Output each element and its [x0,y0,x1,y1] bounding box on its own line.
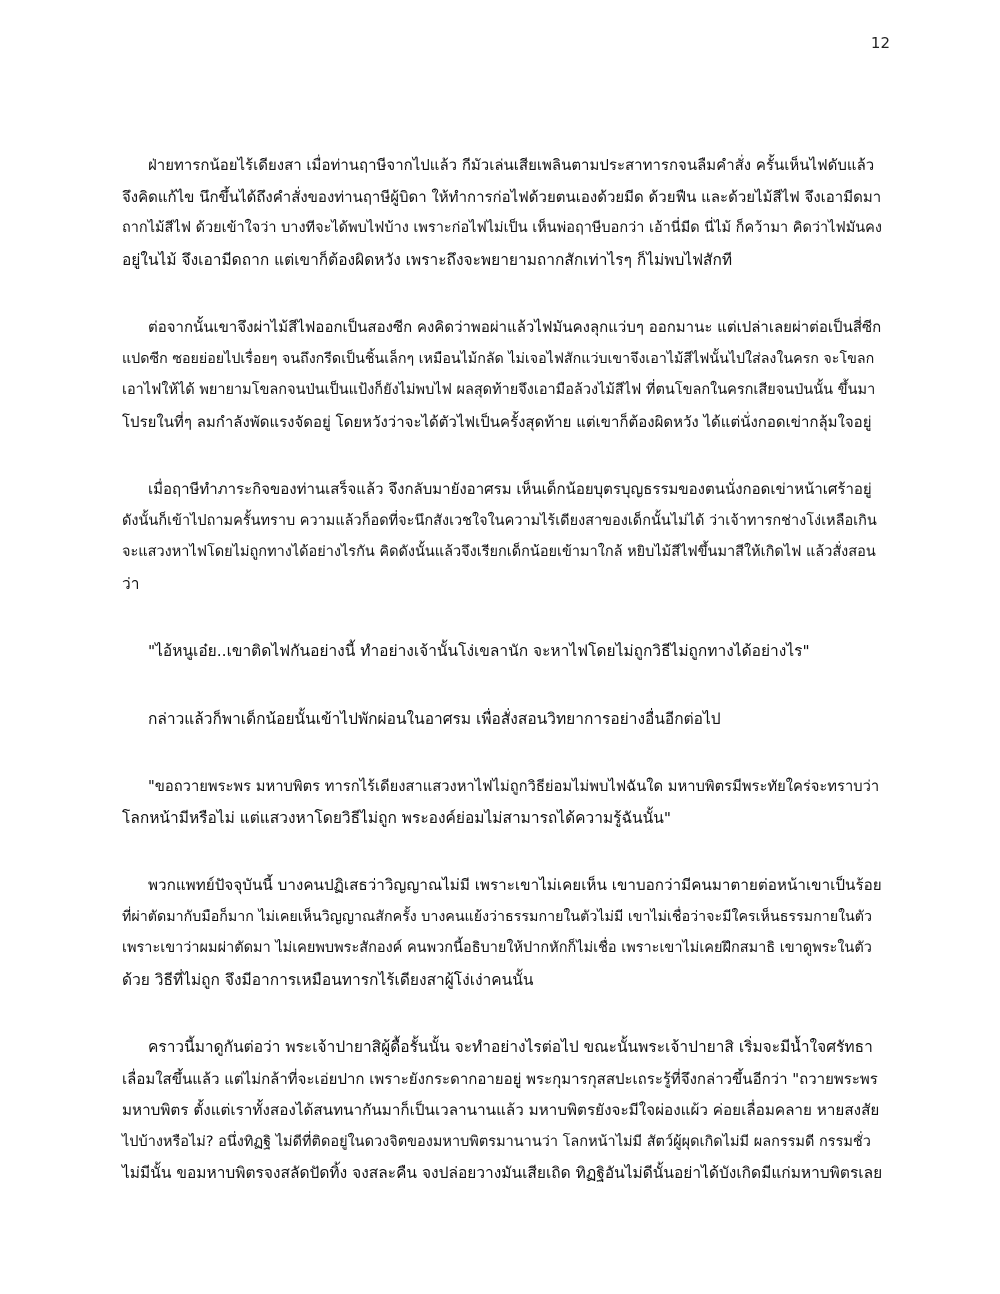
document-body [122,150,882,1226]
text-line: เมื่อฤาษีทำภาระกิจของท่านเสร็จแล้ว จึงกลับมายังอาศรม เห็นเด็กน้อยบุตรบุญธรรมของตนนั่งกอดเข่าหน้าเศร้าอยู่ [148,480,872,498]
text-line: พวกแพทย์ปัจจุบันนี้ บางคนปฏิเสธว่าวิญญาณไม่มี เพราะเขาไม่เคยเห็น เขาบอกว่ามีคนมาตายต่อหน้าเขาเป็นร้อย [148,876,882,894]
paragraph-2 [122,312,882,438]
text-line: เพราะเขาว่าผมผ่าตัดมา ไม่เคยพบพระสักองค์ คนพวกนี้อธิบายให้ปากหักก็ไม่เชื่อ เพราะเขาไม่เคยฝึกสมาธิ เขาดูพระในตัว [122,940,872,956]
paragraph-1 [122,150,882,276]
text-line: เลื่อมใสขึ้นแล้ว แต่ไม่กล้าที่จะเอ่ยปาก เพราะยังกระดากอายอยู่ พระกุมารกุสสปะเถระรู้ที่จึงกล่าวขึ้นอีกว่า "ถวายพระพร [122,1069,878,1088]
text-line: กล่าวแล้วก็พาเด็กน้อยนั้นเข้าไปพักผ่อนในอาศรม เพื่อสั่งสอนวิทยาการอย่างอื่นอีกต่อไป [148,709,721,728]
text-line: ฝ่ายทารกน้อยไร้เดียงสา เมื่อท่านฤาษีจากไปแล้ว กีมัวเล่นเสียเพลินตามประสาทารกจนลืมคำสั่ง ครั้นเห็นไฟดับแล้ว [148,156,875,174]
text-line: แปดซีก ซอยย่อยไปเรื่อยๆ จนถึงกรีดเป็นชิ้นเล็กๆ เหมือนไม้กลัด ไม่เจอไฟสักแว่บเขาจึงเอาไม้สีไฟนั้นไปใส่ลงในครก จะโขลก [122,350,875,367]
paragraph-7 [122,870,882,996]
text-line: โลกหน้ามีหรือไม่ แต่แสวงหาโดยวิธีไม่ถูก พระองค์ย่อมไม่สามารถได้ความรู้ฉันนั้น" [122,808,671,827]
paragraph-5 [122,704,882,736]
text-line: มหาบพิตร ตั้งแต่เราทั้งสองได้สนทนากันมาก็เป็นเวลานานแล้ว มหาบพิตรยังจะมีใจผ่องแผ้ว ค่อยเลื่อมคลาย หายสงสัย [122,1101,880,1119]
paragraph-6-quote [122,771,882,834]
text-line: ต่อจากนั้นเขาจึงผ่าไม้สีไฟออกเป็นสองซีก คงคิดว่าพอผ่าแล้วไฟมันคงลุกแว่บๆ ออกมานะ แต่เปล่าเลยผ่าต่อเป็นสี่ซีก [148,318,882,336]
paragraph-3 [122,474,882,600]
paragraph-4-quote [122,636,882,668]
text-line: ไม่มีนั้น ขอมหาบพิตรจงสลัดปัดทิ้ง จงสละคืน จงปล่อยวางมันเสียเถิด ทิฏฐิอันไม่ดีนั้นอย่าได้บังเกิดมีแก่มหาบพิตรเลย [122,1164,883,1182]
text-line: เอาไฟให้ได้ พยายามโขลกจนป่นเป็นแป้งก็ยังไม่พบไฟ ผลสุดท้ายจึงเอามือล้วงไม้สีไฟ ที่ตนโขลกในครกเสียจนป่นนั้น ขึ้นมา [122,382,876,398]
text-line: ดังนั้นก็เข้าไปถามครั้นทราบ ความแล้วก็อดที่จะนึกสังเวชใจในความไร้เดียงสาของเด็กนั้นไม่ได้ ว่าเจ้าทารกช่างโง่เหลือเกิน [122,512,877,529]
page-number: 12 [870,34,890,52]
text-line: ที่ผ่าตัดมากับมือก็มาก ไม่เคยเห็นวิญญาณสักครั้ง บางคนแย้งว่าธรรมกายในตัวไม่มี เขาไม่เชื่อว่าจะมีใครเห็นธรรมกายในตัว [122,908,873,925]
text-line: ถากไม้สีไฟ ด้วยเข้าใจว่า บางทีจะได้พบไฟบ้าง เพราะก่อไฟไม่เป็น เห็นพ่อฤาษีบอกว่า เอ้านี่มีด นี่ไม้ ก็คว้ามา คิดว่าไฟมันคง [122,220,882,236]
text-line: จะแสวงหาไฟโดยไม่ถูกทางได้อย่างไรกัน คิดดังนั้นแล้วจึงเรียกเด็กน้อยเข้ามาใกล้ หยิบไม้สีไฟขึ้นมาสีให้เกิดไฟ แล้วสั่งสอน [122,544,876,560]
text-line: คราวนี้มาดูกันต่อว่า พระเจ้าปายาสิผู้ดื้อรั้นนั้น จะทำอย่างไรต่อไป ขณะนั้นพระเจ้าปายาสิ เริ่มจะมีน้ำใจศรัทธา [148,1038,873,1056]
text-line: โปรยในที่ๆ ลมกำลังพัดแรงจัดอยู่ โดยหวังว่าจะได้ตัวไฟเป็นครั้งสุดท้าย แต่เขาก็ต้องผิดหวัง ได้แต่นั่งกอดเข่ากลุ้มใจอยู่ [122,412,872,431]
paragraph-8 [122,1032,882,1190]
text-line: อยู่ในไม้ จึงเอามีดถาก แต่เขาก็ต้องผิดหวัง เพราะถึงจะพยายามถากสักเท่าไรๆ ก็ไม่พบไฟสักที [122,250,733,269]
text-line: จึงคิดแก้ไข นึกขึ้นได้ถึงคำสั่งของท่านฤาษีผู้บิดา ให้ทำการก่อไฟด้วยตนเองด้วยมีด ด้วยฟืน และด้วยไม้สีไฟ จึงเอามีดมา [122,187,882,206]
text-line: ไปบ้างหรือไม่? อนึ่งทิฏฐิ ไม่ดีที่ติดอยู่ในดวงจิตของมหาบพิตรมานานว่า โลกหน้าไม่มี สัตว์ผู้ผุดเกิดไม่มี ผลกรรมดี กรรมชั่ว [122,1133,871,1150]
text-line: "ขอถวายพระพร มหาบพิตร ทารกไร้เดียงสาแสวงหาไฟไม่ถูกวิธีย่อมไม่พบไฟฉันใด มหาบพิตรมีพระทัยใคร่จะทราบว่า [148,778,880,795]
text-line: ด้วย วิธีที่ไม่ถูก จึงมีอาการเหมือนทารกไร้เดียงสาผู้โง่เง่าคนนั้น [122,970,534,989]
text-line: ว่า [122,574,140,593]
text-line: "ไอ้หนูเอ๋ย..เขาติดไฟกันอย่างนี้ ทำอย่างเจ้านั้นโง่เขลานัก จะหาไฟโดยไม่ถูกวิธีไม่ถูกทางได้อย่างไร" [148,642,810,660]
